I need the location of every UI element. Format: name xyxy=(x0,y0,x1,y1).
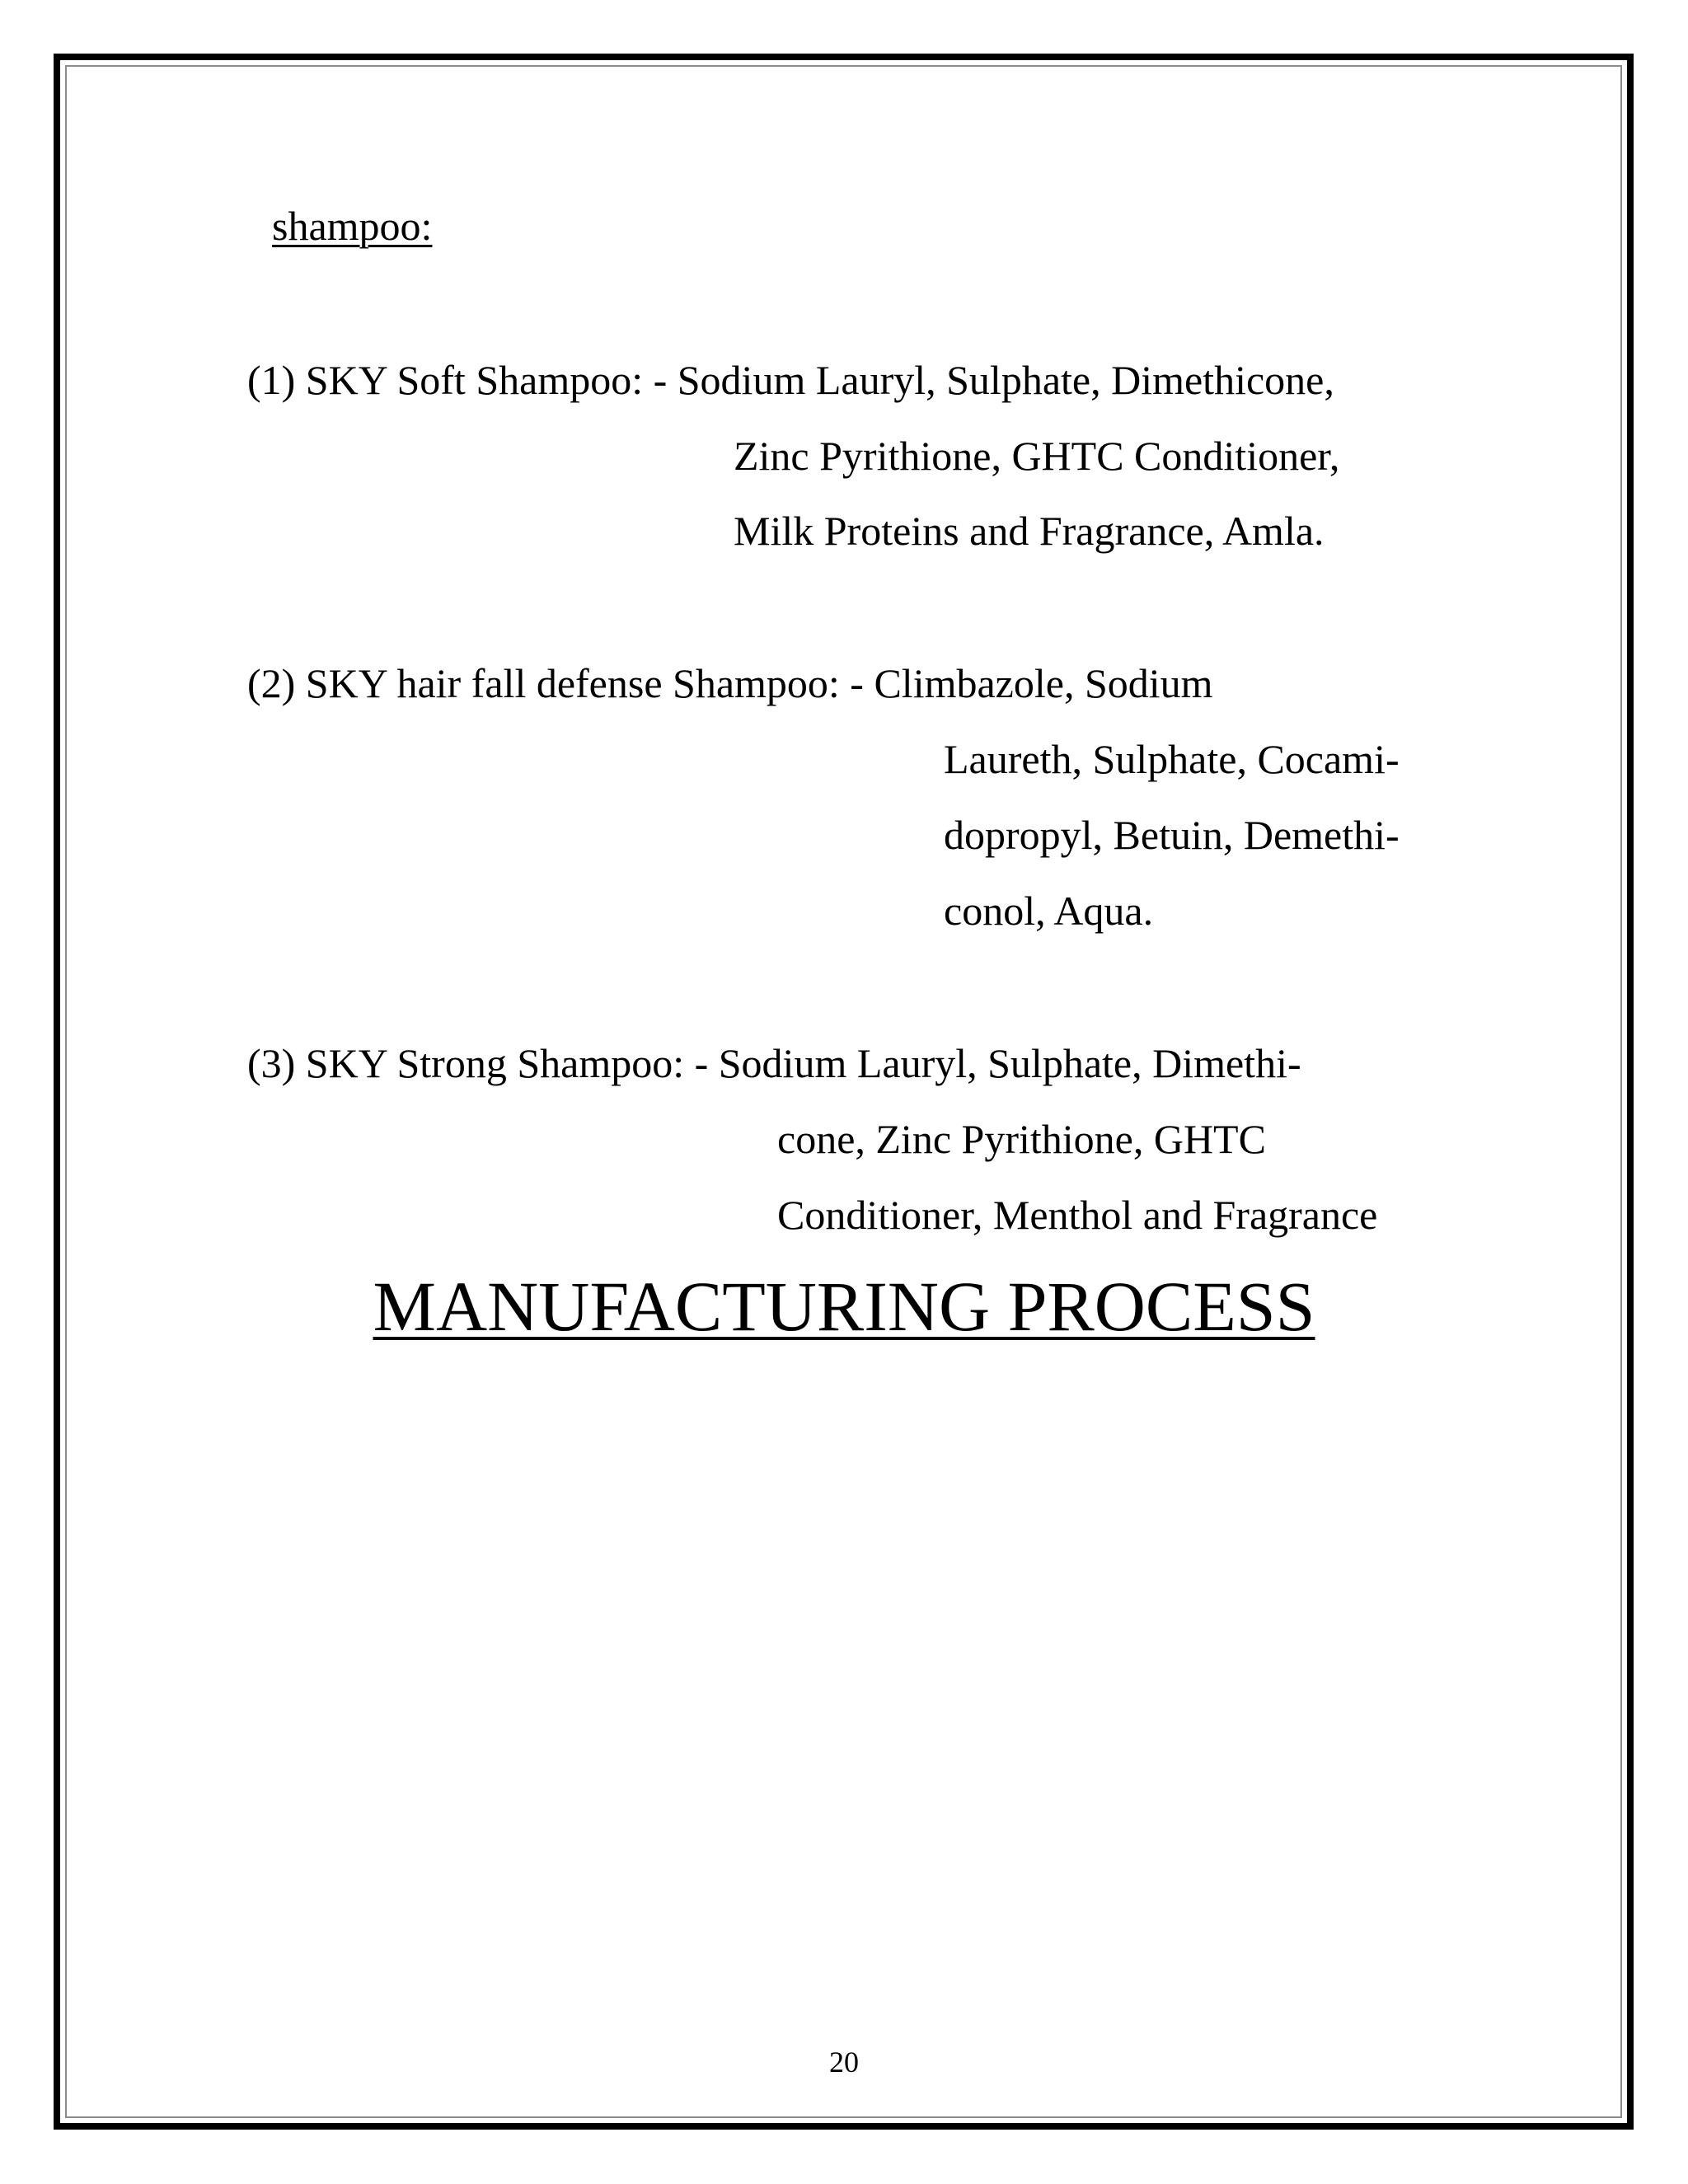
product-1-line-2: Zinc Pyrithione, GHTC Conditioner, xyxy=(734,433,1340,479)
product-1-line-3: Milk Proteins and Fragrance, Amla. xyxy=(734,508,1325,554)
page-number: 20 xyxy=(829,2046,859,2079)
product-1-title: (1) SKY Soft Shampoo: - Sodium Lauryl, Sulphate, Dimethicone, xyxy=(247,357,1334,403)
section-heading xyxy=(0,1265,1688,1347)
product-3-line-2: cone, Zinc Pyrithione, GHTC xyxy=(777,1116,1266,1162)
product-2-line-4: conol, Aqua. xyxy=(944,888,1154,934)
product-2-title: (2) SKY hair fall defense Shampoo: - Climbazole, Sodium xyxy=(247,660,1213,706)
product-2-line-3: dopropyl, Betuin, Demethi- xyxy=(944,812,1400,858)
product-3-title: (3) SKY Strong Shampoo: - Sodium Lauryl, Sulphate, Dimethi- xyxy=(247,1040,1301,1086)
section-heading-text: MANUFACTURING PROCESS xyxy=(373,1267,1315,1346)
product-2-line-2: Laureth, Sulphate, Cocami- xyxy=(944,736,1400,782)
product-3-line-3: Conditioner, Menthol and Fragrance xyxy=(777,1192,1378,1238)
section-label: shampoo: xyxy=(272,203,433,249)
